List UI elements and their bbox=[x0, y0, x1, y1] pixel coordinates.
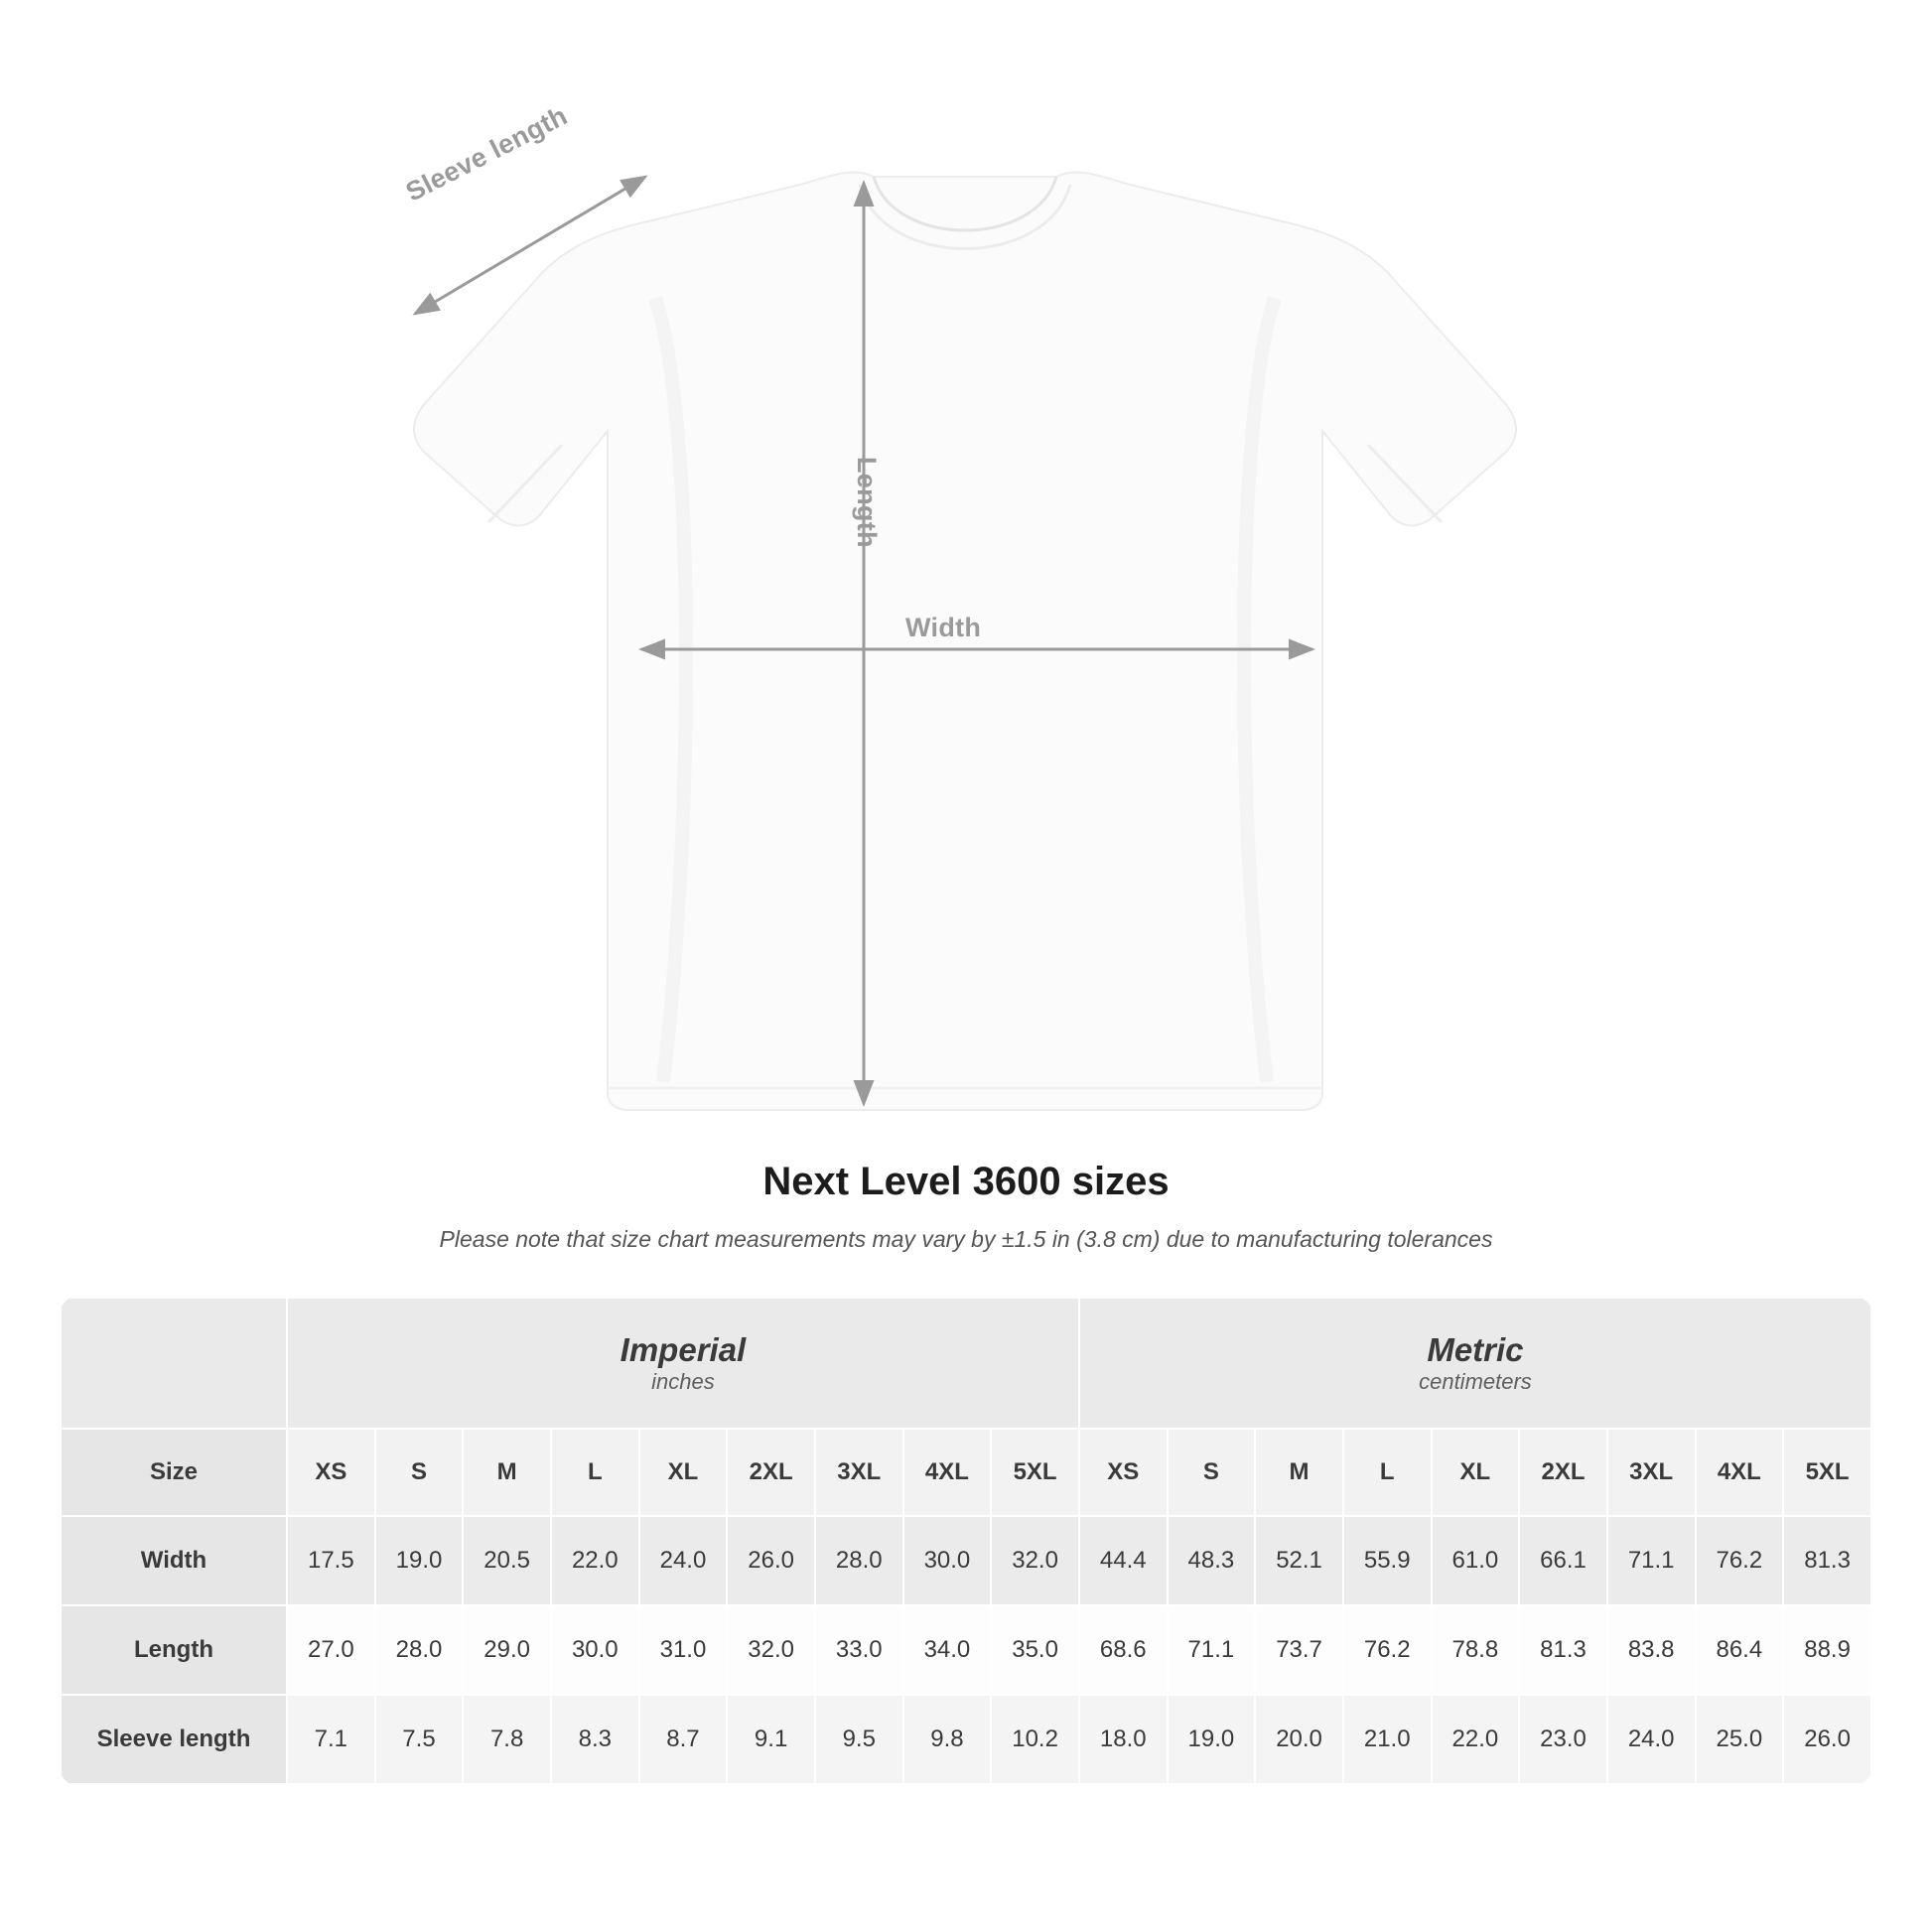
size-header-metric-5xl: 5XL bbox=[1783, 1429, 1871, 1516]
cell-width-imperial-m: 20.5 bbox=[463, 1516, 551, 1605]
row-label-width: Width bbox=[61, 1516, 287, 1605]
cell-sleeve-imperial-4xl: 9.8 bbox=[903, 1695, 992, 1784]
cell-length-metric-3xl: 83.8 bbox=[1607, 1605, 1696, 1695]
tolerance-note: Please note that size chart measurements may vary by ±1.5 in (3.8 cm) due to manufacturing tolerances bbox=[439, 1226, 1493, 1252]
size-table-wrapper bbox=[60, 1297, 1872, 1785]
cell-length-metric-5xl: 88.9 bbox=[1783, 1605, 1871, 1695]
cell-sleeve-metric-2xl: 23.0 bbox=[1519, 1695, 1607, 1784]
page-title: Next Level 3600 sizes bbox=[762, 1160, 1170, 1203]
cell-length-imperial-xs: 27.0 bbox=[287, 1605, 375, 1695]
cell-sleeve-metric-xl: 22.0 bbox=[1432, 1695, 1520, 1784]
width-label: Width bbox=[905, 613, 982, 642]
cell-sleeve-imperial-m: 7.8 bbox=[463, 1695, 551, 1784]
cell-sleeve-metric-l: 21.0 bbox=[1343, 1695, 1432, 1784]
size-header-metric-l: L bbox=[1343, 1429, 1432, 1516]
cell-sleeve-metric-xs: 18.0 bbox=[1079, 1695, 1168, 1784]
size-corner-label: Size bbox=[61, 1429, 287, 1516]
cell-width-imperial-4xl: 30.0 bbox=[903, 1516, 992, 1605]
cell-sleeve-metric-3xl: 24.0 bbox=[1607, 1695, 1696, 1784]
length-label: Length bbox=[852, 457, 882, 548]
unit-name-metric: Metric bbox=[1427, 1331, 1524, 1369]
size-header-imperial-m: M bbox=[463, 1429, 551, 1516]
cell-width-metric-5xl: 81.3 bbox=[1783, 1516, 1871, 1605]
size-header-row bbox=[61, 1429, 1871, 1516]
cell-sleeve-imperial-xs: 7.1 bbox=[287, 1695, 375, 1784]
cell-length-imperial-m: 29.0 bbox=[463, 1605, 551, 1695]
unit-header-row bbox=[61, 1298, 1871, 1429]
cell-sleeve-imperial-xl: 8.7 bbox=[639, 1695, 728, 1784]
table-row bbox=[61, 1695, 1871, 1784]
size-header-metric-xs: XS bbox=[1079, 1429, 1168, 1516]
size-header-imperial-xs: XS bbox=[287, 1429, 375, 1516]
size-header-metric-s: S bbox=[1168, 1429, 1256, 1516]
row-label-length: Length bbox=[61, 1605, 287, 1695]
size-header-metric-2xl: 2XL bbox=[1519, 1429, 1607, 1516]
cell-sleeve-imperial-3xl: 9.5 bbox=[815, 1695, 903, 1784]
cell-sleeve-metric-5xl: 26.0 bbox=[1783, 1695, 1871, 1784]
cell-width-metric-xl: 61.0 bbox=[1432, 1516, 1520, 1605]
cell-width-imperial-xs: 17.5 bbox=[287, 1516, 375, 1605]
cell-width-metric-xs: 44.4 bbox=[1079, 1516, 1168, 1605]
unit-name-imperial: Imperial bbox=[620, 1331, 747, 1369]
cell-length-metric-xs: 68.6 bbox=[1079, 1605, 1168, 1695]
row-label-sleeve-length: Sleeve length bbox=[61, 1695, 287, 1784]
cell-width-imperial-5xl: 32.0 bbox=[991, 1516, 1079, 1605]
cell-length-metric-2xl: 81.3 bbox=[1519, 1605, 1607, 1695]
cell-length-metric-xl: 78.8 bbox=[1432, 1605, 1520, 1695]
size-header-imperial-4xl: 4XL bbox=[903, 1429, 992, 1516]
cell-width-imperial-s: 19.0 bbox=[375, 1516, 464, 1605]
cell-width-metric-m: 52.1 bbox=[1255, 1516, 1343, 1605]
cell-length-metric-l: 76.2 bbox=[1343, 1605, 1432, 1695]
cell-length-imperial-3xl: 33.0 bbox=[815, 1605, 903, 1695]
cell-width-metric-3xl: 71.1 bbox=[1607, 1516, 1696, 1605]
cell-sleeve-imperial-s: 7.5 bbox=[375, 1695, 464, 1784]
unit-header-metric bbox=[1079, 1298, 1871, 1429]
unit-header-corner bbox=[61, 1298, 287, 1429]
size-table bbox=[60, 1297, 1872, 1785]
size-header-imperial-3xl: 3XL bbox=[815, 1429, 903, 1516]
cell-width-imperial-3xl: 28.0 bbox=[815, 1516, 903, 1605]
cell-sleeve-imperial-l: 8.3 bbox=[551, 1695, 639, 1784]
cell-length-imperial-s: 28.0 bbox=[375, 1605, 464, 1695]
table-row bbox=[61, 1516, 1871, 1605]
cell-sleeve-imperial-2xl: 9.1 bbox=[727, 1695, 815, 1784]
unit-sub-imperial: inches bbox=[651, 1368, 715, 1394]
size-header-metric-4xl: 4XL bbox=[1696, 1429, 1784, 1516]
cell-sleeve-imperial-5xl: 10.2 bbox=[991, 1695, 1079, 1784]
size-header-imperial-xl: XL bbox=[639, 1429, 728, 1516]
size-header-metric-3xl: 3XL bbox=[1607, 1429, 1696, 1516]
sleeve-length-label: Sleeve length bbox=[401, 100, 573, 207]
cell-sleeve-metric-s: 19.0 bbox=[1168, 1695, 1256, 1784]
table-row bbox=[61, 1605, 1871, 1695]
cell-width-metric-l: 55.9 bbox=[1343, 1516, 1432, 1605]
size-header-metric-m: M bbox=[1255, 1429, 1343, 1516]
cell-length-imperial-xl: 31.0 bbox=[639, 1605, 728, 1695]
size-header-imperial-s: S bbox=[375, 1429, 464, 1516]
size-header-imperial-l: L bbox=[551, 1429, 639, 1516]
cell-length-metric-m: 73.7 bbox=[1255, 1605, 1343, 1695]
cell-length-imperial-5xl: 35.0 bbox=[991, 1605, 1079, 1695]
cell-length-imperial-4xl: 34.0 bbox=[903, 1605, 992, 1695]
cell-width-metric-s: 48.3 bbox=[1168, 1516, 1256, 1605]
cell-width-imperial-xl: 24.0 bbox=[639, 1516, 728, 1605]
cell-length-metric-4xl: 86.4 bbox=[1696, 1605, 1784, 1695]
cell-width-imperial-l: 22.0 bbox=[551, 1516, 639, 1605]
cell-length-imperial-2xl: 32.0 bbox=[727, 1605, 815, 1695]
cell-length-imperial-l: 30.0 bbox=[551, 1605, 639, 1695]
cell-width-metric-2xl: 66.1 bbox=[1519, 1516, 1607, 1605]
size-header-metric-xl: XL bbox=[1432, 1429, 1520, 1516]
cell-width-imperial-2xl: 26.0 bbox=[727, 1516, 815, 1605]
cell-sleeve-metric-m: 20.0 bbox=[1255, 1695, 1343, 1784]
cell-length-metric-s: 71.1 bbox=[1168, 1605, 1256, 1695]
cell-sleeve-metric-4xl: 25.0 bbox=[1696, 1695, 1784, 1784]
size-header-imperial-2xl: 2XL bbox=[727, 1429, 815, 1516]
unit-sub-metric: centimeters bbox=[1419, 1368, 1532, 1394]
cell-width-metric-4xl: 76.2 bbox=[1696, 1516, 1784, 1605]
size-header-imperial-5xl: 5XL bbox=[991, 1429, 1079, 1516]
unit-header-imperial bbox=[287, 1298, 1079, 1429]
